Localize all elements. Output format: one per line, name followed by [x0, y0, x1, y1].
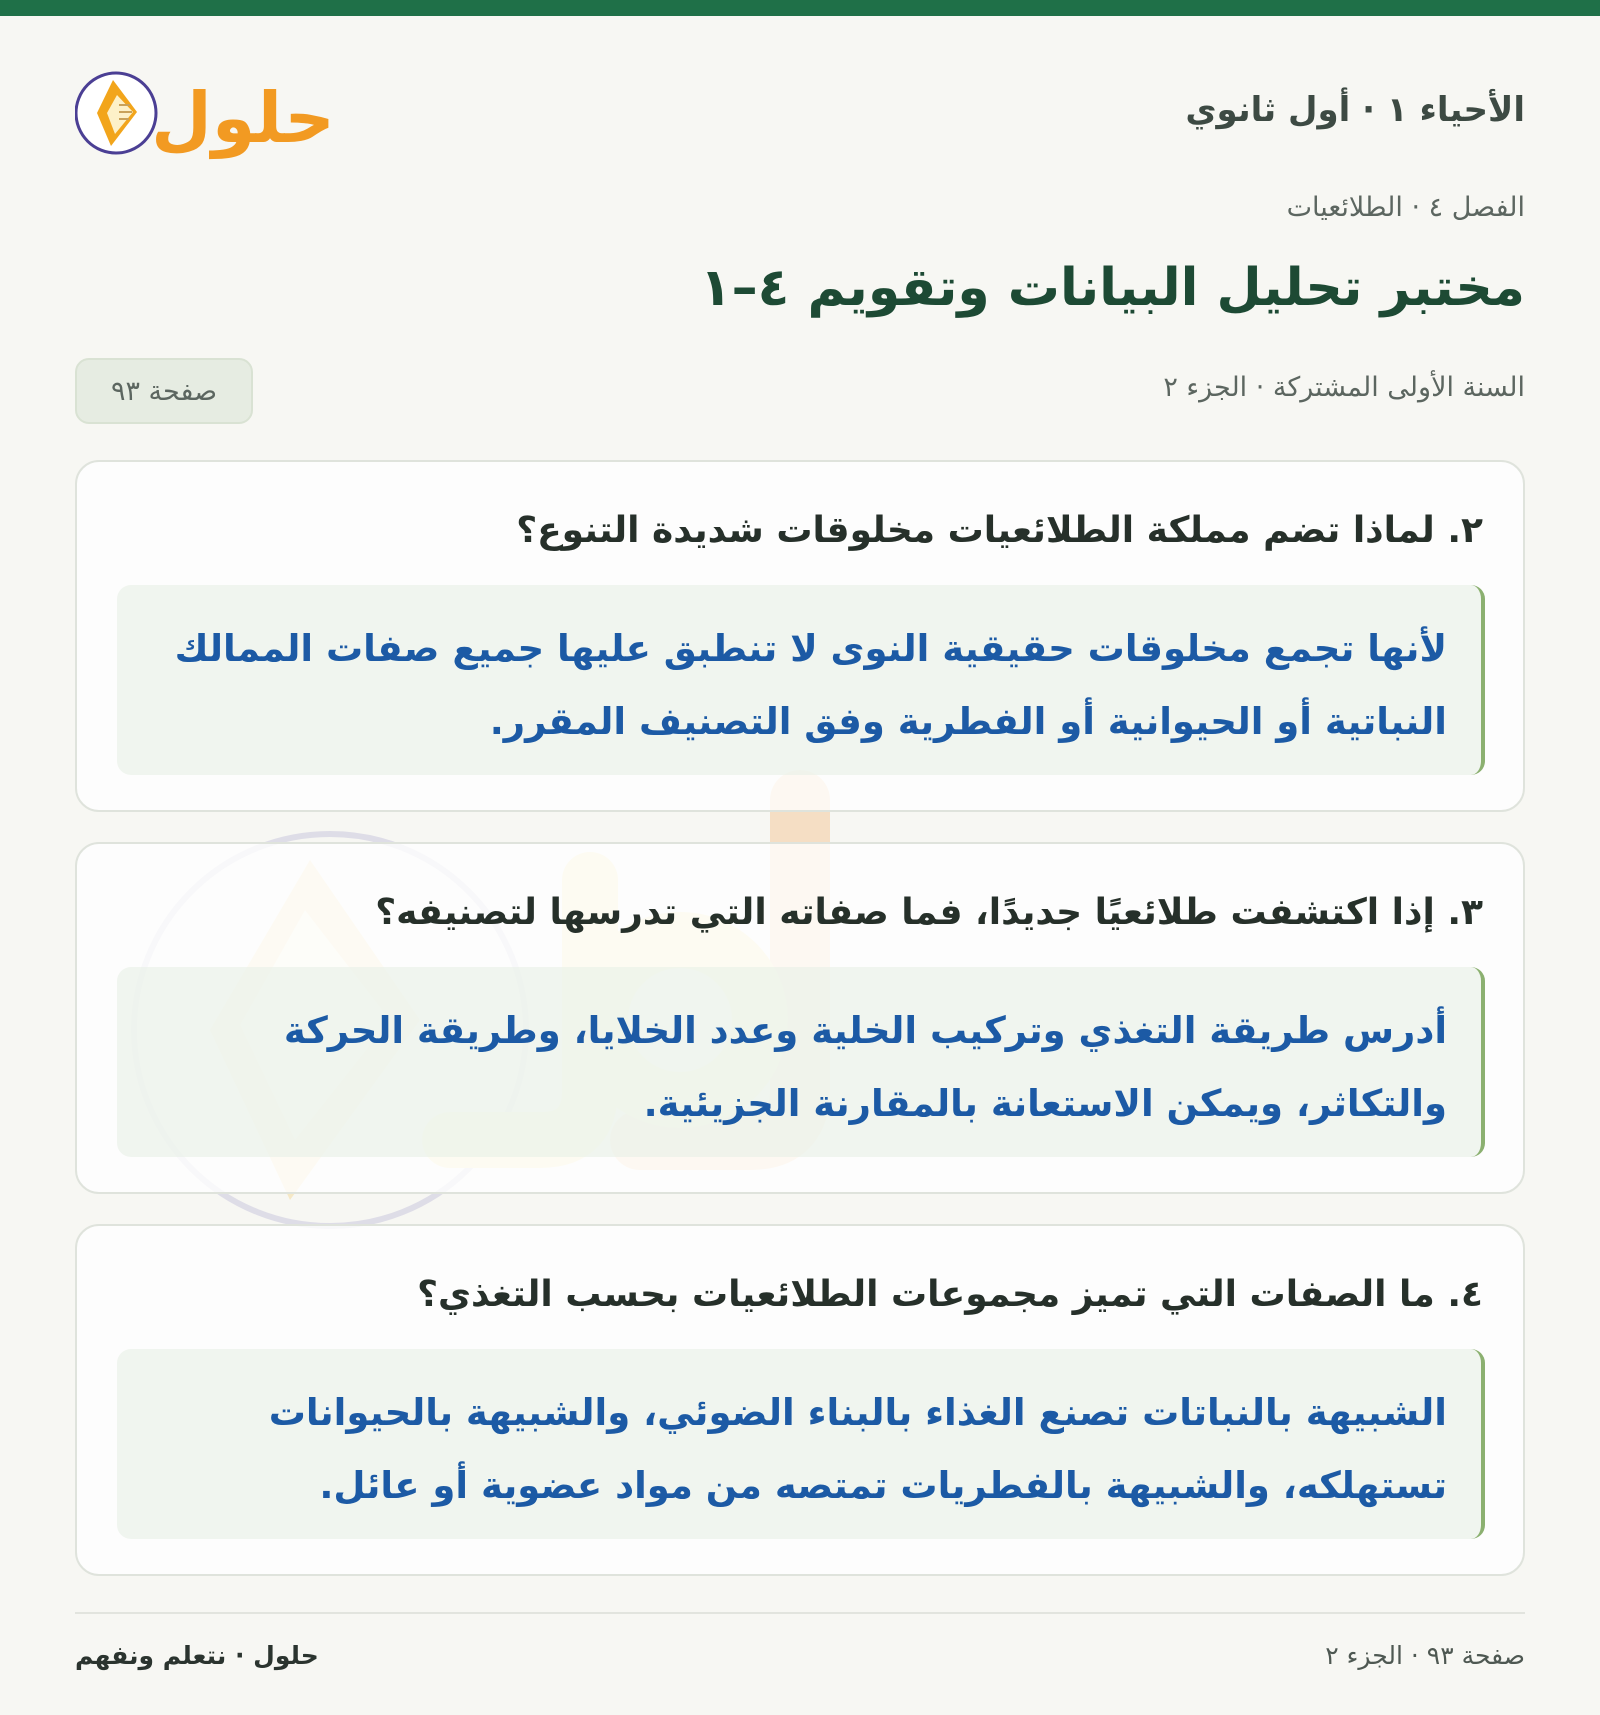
answer-box: الشبيهة بالنباتات تصنع الغذاء بالبناء الضوئي، والشبيهة بالحيوانات تستهلكه، والشبيهة بالفطريات تمتصه من مواد عضوية أو عائل.	[117, 1349, 1485, 1539]
answer-box: لأنها تجمع مخلوقات حقيقية النوى لا تنطبق عليها جميع صفات الممالك النباتية أو الحيوانية أو الفطرية وفق التصنيف المقرر.	[117, 585, 1485, 775]
subject-label: الأحياء ١ · أول ثانوي	[1185, 90, 1525, 130]
question-card	[75, 1224, 1525, 1576]
footer-brand: حلول · نتعلم ونفهم	[75, 1641, 319, 1670]
footer-divider	[75, 1612, 1525, 1614]
page-title: مختبر تحليل البيانات وتقويم ٤–١	[699, 258, 1525, 318]
chapter-label: الفصل ٤ · الطلائعيات	[1286, 192, 1525, 223]
question-text: ٣. إذا اكتشفت طلائعيًا جديدًا، فما صفاته التي تدرسها لتصنيفه؟	[375, 892, 1483, 933]
question-card	[75, 460, 1525, 812]
question-text: ٢. لماذا تضم مملكة الطلائعيات مخلوقات شديدة التنوع؟	[516, 510, 1483, 551]
top-accent-bar	[0, 0, 1600, 16]
course-meta: السنة الأولى المشتركة · الجزء ٢	[1163, 372, 1525, 403]
question-text: ٤. ما الصفات التي تميز مجموعات الطلائعيات بحسب التغذي؟	[417, 1274, 1483, 1315]
page-number-badge: صفحة ٩٣	[75, 358, 253, 424]
page-header	[75, 50, 1525, 180]
brand-logo[interactable]	[75, 50, 345, 180]
question-card	[75, 842, 1525, 1194]
logo-text: حلول	[151, 77, 335, 159]
answer-box: أدرس طريقة التغذي وتركيب الخلية وعدد الخلايا، وطريقة الحركة والتكاثر، ويمكن الاستعانة بالمقارنة الجزيئية.	[117, 967, 1485, 1157]
footer-page-info: صفحة ٩٣ · الجزء ٢	[1325, 1641, 1525, 1670]
